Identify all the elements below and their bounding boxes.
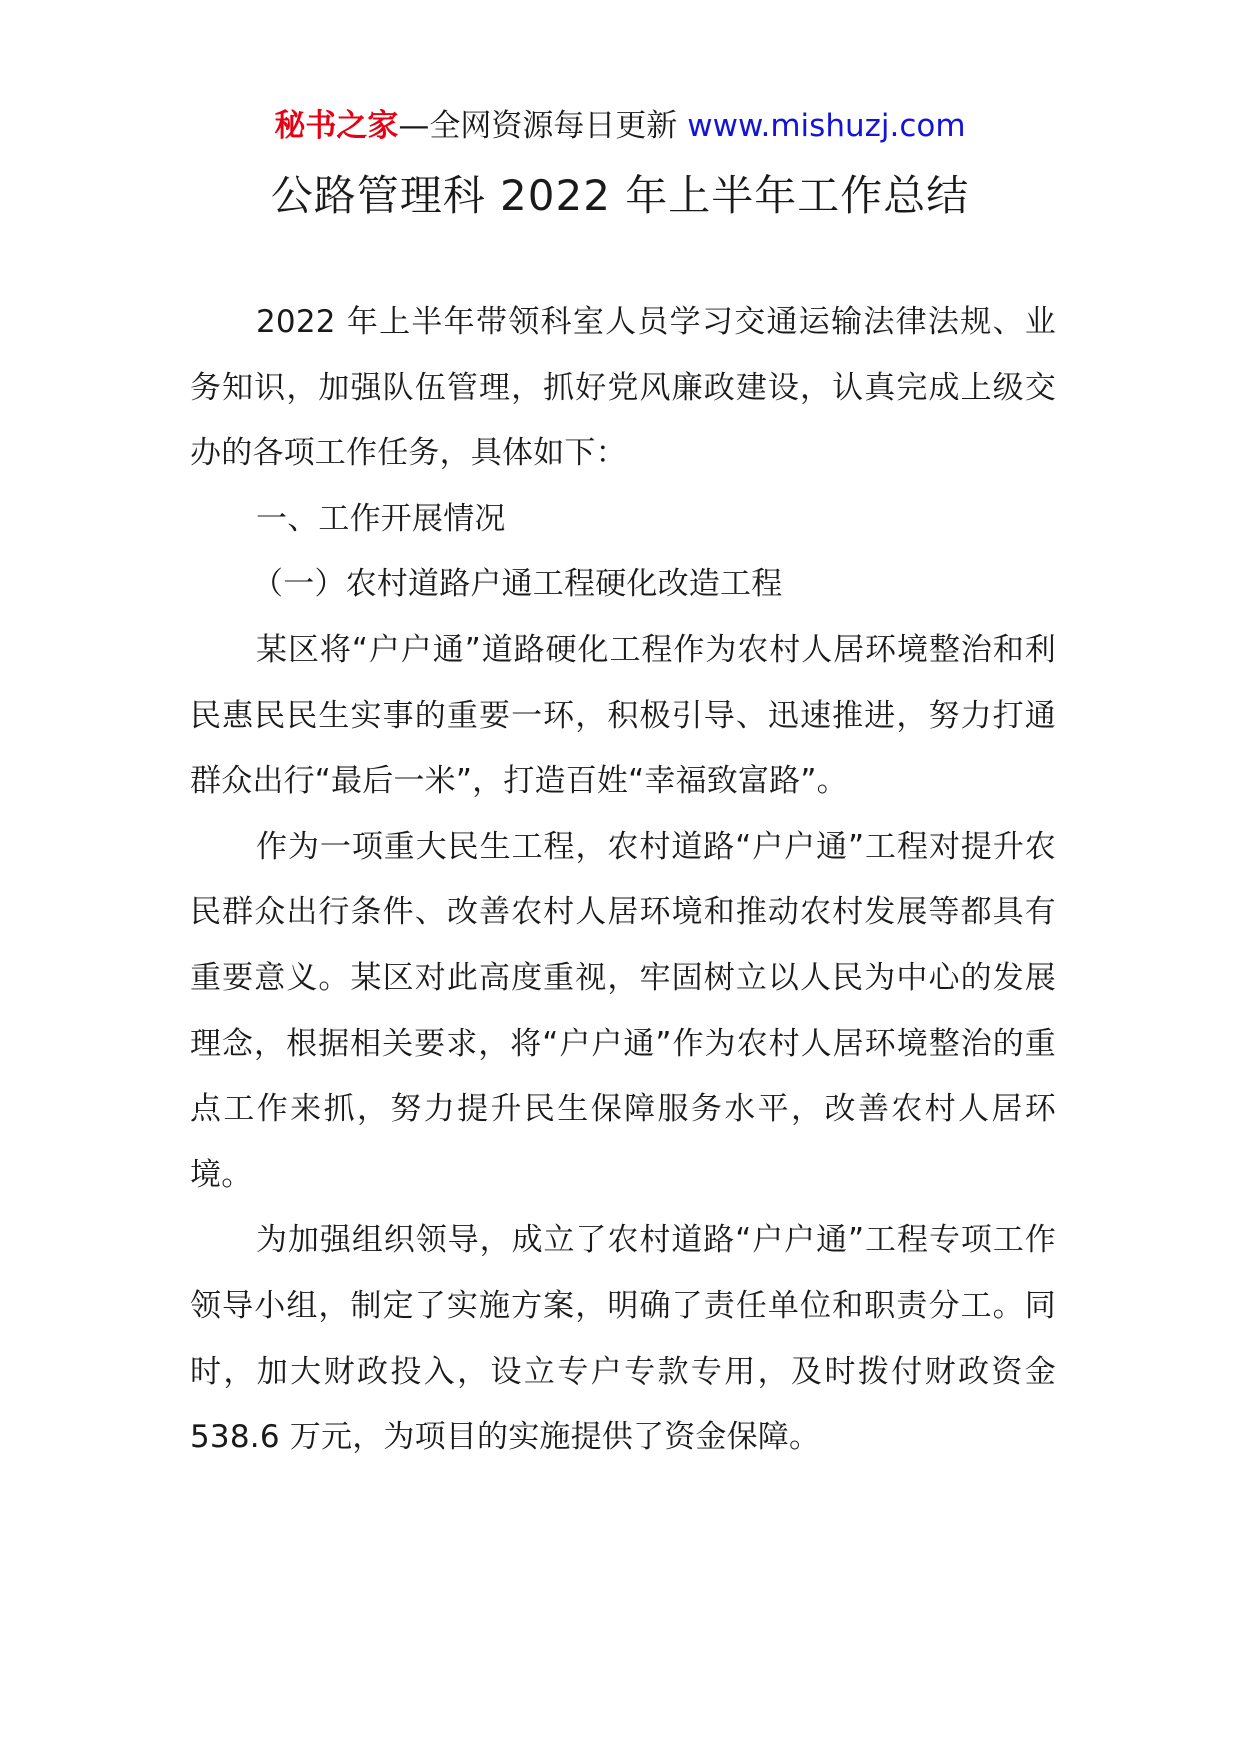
section-heading: 一、工作开展情况: [256, 500, 506, 537]
body-paragraph: 作为一项重大民生工程，农村道路“户户通”工程对提升农民群众出行条件、改善农村人居环境和推动农村发展等都具有重要意义。某区对此高度重视，牢固树立以人民为中心的发展理念，根据相关要求，将“户户通”作为农村人居环境整治的重点工作来抓，努力提升民生保障服务水平，改善农村人居环境。: [190, 828, 1056, 1193]
document-body: [190, 290, 1056, 1471]
subsection-heading: （一）农村道路户通工程硬化改造工程: [252, 566, 783, 603]
body-paragraph: 为加强组织领导，成立了农村道路“户户通”工程专项工作领导小组，制定了实施方案，明确了责任单位和职责分工。同时，加大财政投入，设立专户专款专用，及时拨付财政资金 538.6 万元，为项目的实施提供了资金保障。: [190, 1222, 1056, 1456]
body-paragraph: 某区将“户户通”道路硬化工程作为农村人居环境整治和利民惠民民生实事的重要一环，积极引导、迅速推进，努力打通群众出行“最后一米”，打造百姓“幸福致富路”。: [190, 631, 1056, 800]
site-url-link[interactable]: www.mishuzj.com: [687, 108, 966, 144]
document-title: 公路管理科 2022 年上半年工作总结: [270, 171, 970, 220]
site-slogan: —全网资源每日更新: [398, 108, 688, 144]
site-header: [0, 104, 1240, 148]
intro-paragraph: 2022 年上半年带领科室人员学习交通运输法律法规、业务知识，加强队伍管理，抓好党风廉政建设，认真完成上级交办的各项工作任务，具体如下：: [190, 304, 1056, 472]
brand-name: 秘书之家: [274, 108, 399, 144]
